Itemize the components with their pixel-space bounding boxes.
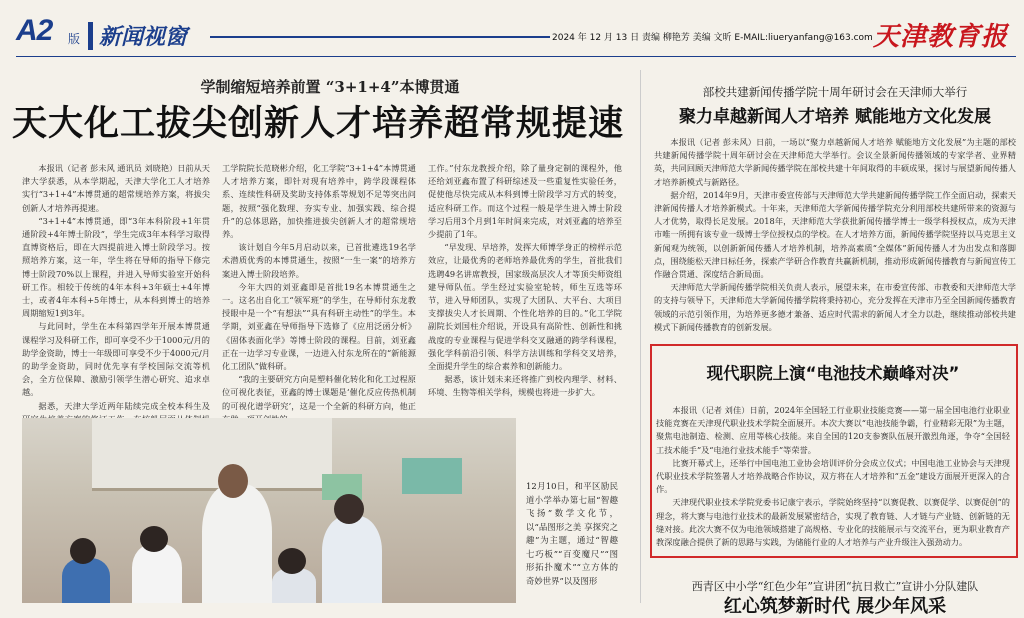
column-bar bbox=[88, 22, 93, 50]
lead-kicker: 学制缩短培养前置 “3+1+4”本博贯通 bbox=[200, 78, 460, 96]
lead-column-3 bbox=[428, 162, 622, 402]
photo-student bbox=[132, 544, 182, 603]
photo-student bbox=[322, 516, 382, 603]
photo-student-head bbox=[334, 494, 364, 524]
header-divider bbox=[16, 56, 1016, 57]
column-name: 新闻视窗 bbox=[99, 25, 188, 50]
paragraph: 据悉，天津大学近两年陆续完成全校本科生及 bbox=[38, 400, 210, 411]
right-body bbox=[654, 136, 1016, 332]
paragraph: 本报讯（记者 刘佳）日前，2024年全国轻工行业职业技能竞赛——第一届全国电池行业职业技能竞赛在天津现代职业技术学院全面展开。本次大赛以“电池技能争霸，行业精彩无限”为主题，聚焦电池制造、检测、应用等核心技能。来自全国的120支参赛队伍展开激烈角逐，争夺“全国轻工技术能手”及“电池行业技术能手”等荣誉。 bbox=[656, 405, 1010, 455]
paper-logo: 天津教育报 bbox=[873, 22, 1009, 52]
bottom-headline: 红心筑梦新时代 展少年风采 bbox=[723, 596, 947, 617]
paragraph: 今年大四的刘亚鑫即是首批19名本博贯通生之一。这名出自化工“领军班”的学生，在导师付东龙教授眼中是一个“有想法”“具有科研主动性”的学生。本学期，刘亚鑫在导师指导下选修了《应用泛函分析》《固体表面化学》等博士阶段的课程。目前，刘亚鑫正在一边学习专业课，一边进入付东龙所在的“新能源化工团队”做科研。 bbox=[222, 281, 416, 372]
paragraph: 比赛开幕式上，还举行中国电池工业协会培训评价分会成立仪式；中国电池工业协会与天津现代职业技术学院签署人才培养战略合作协议，双方将在人才培养和“五金”建设方面展开更深入的合作。 bbox=[656, 457, 1010, 495]
column-divider bbox=[640, 70, 641, 603]
photo-whiteboard bbox=[92, 418, 332, 491]
boxed-body bbox=[656, 404, 1010, 548]
paragraph: 工学院院长范晓彬介绍，化工学院“3+1+4”本博贯通人才培养方案，即针对现有培养中，跨学段课程体系、连续性科研及奖助支持体系等规划不足等突出问题，按照“强化数理、夯实专业、加强实践、综合提升”的总体思路，加快推进拔尖创新人才的超常规培养。 bbox=[222, 163, 416, 240]
header-rule bbox=[210, 36, 550, 38]
classroom-photo bbox=[22, 418, 516, 603]
photo-teacher-head bbox=[218, 464, 248, 498]
bottom-kicker: 西青区中小学“红色少年”宣讲团“抗日救亡”宣讲小分队建队 bbox=[691, 580, 979, 593]
photo-student bbox=[62, 558, 110, 603]
page-header bbox=[0, 0, 1024, 56]
right-kicker: 部校共建新闻传播学院十周年研讨会在天津师大举行 bbox=[702, 85, 968, 99]
paragraph: 本报讯（记者 彭未风）日前，一场以“聚力卓越新闻人才培养 赋能地方文化发展”为主题的部校共建新闻传播学院十周年研讨会在天津师范大学举行。会议全景新闻传播领域的专家学者、业界精英，共同回顾天津师范大学新闻传播学院在部校共建十年间取得的丰硕成果，探讨与展望新闻传播人才培养新模式与新路径。 bbox=[654, 137, 1016, 187]
photo-student-head bbox=[278, 548, 306, 574]
photo-poster bbox=[402, 458, 462, 494]
paragraph: “3+1+4”本博贯通，即“3年本科阶段+1年贯通阶段+4年博士阶段”，学生完成3年本科学习取得直博资格后，即在大四提前进入博士阶段学习。按照培养方案，这一年，学生将在导师的指导下修完博士阶段70%以上课程，并进入导师实验室开始科研工作。相较于传统的4年本科+3年硕士+4年博士，或者4年本科+5年博士，从本科到博士的培养周期缩短1到3年。 bbox=[22, 215, 210, 319]
paragraph: 天津师范大学新闻传播学院相关负责人表示，展望未来，在市委宣传部、市教委和天津师范大学的支持与领导下，天津师范大学新闻传播学院将秉持初心，充分发挥在天津市乃至全国新闻传播教育领域的示范引领作用，为培养更多德才兼备、适应时代需求的新闻人才全力以赴，继续推动部校共建模式下新闻传播教育的创新发展。 bbox=[654, 282, 1016, 332]
photo-student-head bbox=[140, 526, 168, 552]
boxed-headline: 现代职院上演“电池技术巅峰对决” bbox=[706, 364, 960, 383]
paragraph: 工作。”付东龙教授介绍，除了量身定制的课程外，他还给刘亚鑫布置了科研综述及一些重复性实验任务，促使他尽快完成从本科到博士阶段学习方式的转变，适应科研工作。而这个过程一般是学生进入博士阶段学习后用3个月到1年时间来完成，对刘亚鑫的培养至少提前了1年。 bbox=[428, 163, 622, 240]
paragraph: “我的主要研究方向是塑料催化转化和化工过程原位可视化表征，亚鑫的博士课题是‘催化反应传热机制的可视化谱学研究’，这是一个全新的科研方向，他正 bbox=[222, 374, 416, 411]
right-headline: 聚力卓越新闻人才培养 赋能地方文化发展 bbox=[679, 107, 991, 127]
paragraph: 该计划自今年5月启动以来，已首批遴选19名学术潜质优秀的本博贯通生，按照“一生一案”的培养方案进入博士阶段培养。 bbox=[222, 242, 416, 279]
photo-teacher bbox=[202, 484, 272, 603]
photo-caption: 12月10日，和平区励民道小学举办第七届“智趣飞扬”数学文化节，以“品图形之美 享探究之趣”为主题，通过“智趣七巧板”“百变魔尺”“图形拓扑魔术”“立方体的奇妙世界”以及图形 bbox=[526, 481, 618, 586]
page-number: A2 bbox=[16, 14, 53, 47]
paragraph: 据介绍，2014年9月，天津市委宣传部与天津师范大学共建新闻传播学院工作全面启动，探索天津新闻传播人才培养新模式。十年来，天津师范大学新闻传播学院充分利用部校共建所带来的资源与人才优势，取得长足发展。2018年，天津师范大学获批新闻传播学博士一级学科授权点，成为天津市唯一所拥有该专业一级博士学位授权点的学校。在人才培养方面，新闻传播学院坚持以马克思主义新闻观为统领，以创新新闻传播人才培养机制，培养高素质“全媒体”新闻传播人才为出发点和落脚点，围绕能松天津日标任务，探索产学研合作教育共赢新机制，推动形成新闻传播教育与新闻宣传工作融合贯通、深度结合新局面。 bbox=[654, 189, 1016, 280]
paragraph: 与此同时，学生在本科第四学年开展本博贯通课程学习及科研工作，即可享受不少于1000元/月的助学金资助，博士一年级即可享受不少于4000元/月的助学金资助，同时优先享有学校国际交流等机会，全方位保障、激励引领学生潜心研究、追求卓越。 bbox=[22, 321, 210, 398]
paragraph: 天津现代职业技术学院党委书记康宁表示，学院始终坚持“以赛促教、以赛促学、以赛促创”的理念，将大赛与电池行业技术的最新发展紧密结合，实现了教育链、人才链与产业链、创新链的无缝对接。此次大赛不仅为电池领域搭建了高规格、专业化的技能展示与交流平台，更为职业教育产教深度融合提供了新的思路与实践，为储能行业的人才培养与产业升级注入强劲动力。 bbox=[656, 497, 1010, 548]
lead-column-1 bbox=[22, 162, 210, 411]
paragraph: 据悉，该计划未来还将推广到校内理学、材料、环境、生物等相关学科，规模也将进一步扩大。 bbox=[428, 374, 622, 398]
page-meta: 2024 年 12 月 13 日 责编 柳艳芳 美编 文昕 E-MAIL:liueryanfang@163.com bbox=[552, 33, 873, 43]
photo-student-head bbox=[70, 538, 96, 564]
page-suffix: 版 bbox=[68, 32, 81, 46]
lead-headline: 天大化工拔尖创新人才培养超常规提速 bbox=[12, 104, 625, 144]
paragraph: 本报讯（记者 彭未风 通讯员 刘晓艳）日前从天津大学获悉，从本学期起，天津大学化工人才培养实行“3+1+4”本博贯通的超常规培养方案，将拔尖创新人才培养再提速。 bbox=[22, 163, 210, 213]
lead-column-2 bbox=[222, 162, 416, 411]
paragraph: “早发现、早培养，发挥大师博学身正的榜样示范效应，让最优秀的老师培养最优秀的学生，首批我们选聘49名讲席教授，国家级高层次人才等顶尖师资组建导师队伍。学生经过实验室轮转，师生互选等环节，进入导师团队，实现了大团队、大平台、大项目支撑拔尖人才长周期、个性化培养的目的。”化工学院副院长刘国柱介绍说，开设具有高阶性、创新性和挑战度的专业课程与促进学科交叉融通的跨学科课程，强化学科前沿引领、科学方法训练和学科交叉培养，全面提升学生的综合素养和创新能力。 bbox=[428, 242, 622, 372]
